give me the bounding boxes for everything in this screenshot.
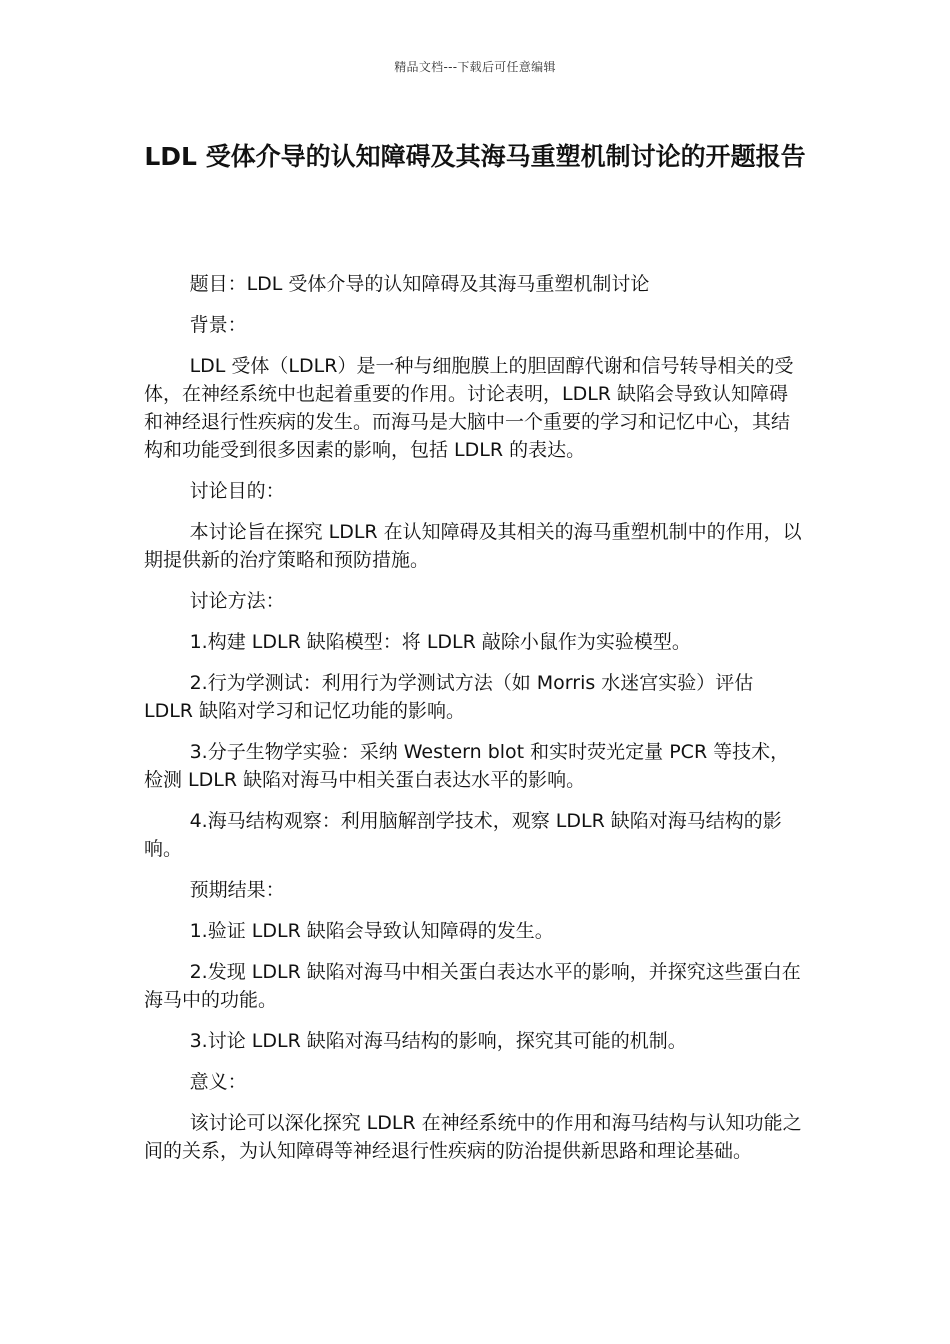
paragraph-result-1: 1.验证 LDLR 缺陷会导致认知障碍的发生。: [189, 920, 554, 942]
paragraph-result-2: 2.发现 LDLR 缺陷对海马中相关蛋白表达水平的影响，并探究这些蛋白在海马中的功能。: [144, 961, 801, 1011]
paragraph-purpose-heading: 讨论目的：: [189, 480, 285, 502]
paragraph-background-heading: 背景：: [189, 314, 247, 336]
header-note: 精品文档---下载后可任意编辑: [394, 60, 556, 74]
paragraph-significance-heading: 意义：: [189, 1071, 247, 1093]
paragraph-method-1: 1.构建 LDLR 缺陷模型：将 LDLR 敲除小鼠作为实验模型。: [189, 631, 691, 653]
paragraph-methods-heading: 讨论方法：: [189, 590, 285, 612]
paragraph-background: LDL 受体（LDLR）是一种与细胞膜上的胆固醇代谢和信号转导相关的受体，在神经系统中也起着重要的作用。讨论表明，LDLR 缺陷会导致认知障碍和神经退行性疾病的发生。而海马是大脑中一个重要的学习和记忆中心，其结构和功能受到很多因素的影响，包括 LDLR 的表达。: [144, 355, 794, 461]
document-title: LDL 受体介导的认知障碍及其海马重塑机制讨论的开题报告: [144, 142, 806, 171]
paragraph-significance: 该讨论可以深化探究 LDLR 在神经系统中的作用和海马结构与认知功能之间的关系，为认知障碍等神经退行性疾病的防治提供新思路和理论基础。: [144, 1112, 802, 1162]
paragraph-method-4: 4.海马结构观察：利用脑解剖学技术，观察 LDLR 缺陷对海马结构的影响。: [144, 810, 782, 860]
paragraph-method-3: 3.分子生物学实验：采纳 Western blot 和实时荧光定量 PCR 等技术，检测 LDLR 缺陷对海马中相关蛋白表达水平的影响。: [144, 741, 790, 791]
paragraph-result-3: 3.讨论 LDLR 缺陷对海马结构的影响，探究其可能的机制。: [189, 1030, 687, 1052]
document-body: [144, 270, 806, 1178]
paragraph-purpose: 本讨论旨在探究 LDLR 在认知障碍及其相关的海马重塑机制中的作用，以期提供新的治疗策略和预防措施。: [144, 521, 802, 571]
paragraph-results-heading: 预期结果：: [189, 879, 285, 901]
paragraph-topic: 题目：LDL 受体介导的认知障碍及其海马重塑机制讨论: [189, 273, 650, 295]
paragraph-method-2: 2.行为学测试：利用行为学测试方法（如 Morris 水迷宫实验）评估 LDLR 缺陷对学习和记忆功能的影响。: [144, 672, 754, 722]
